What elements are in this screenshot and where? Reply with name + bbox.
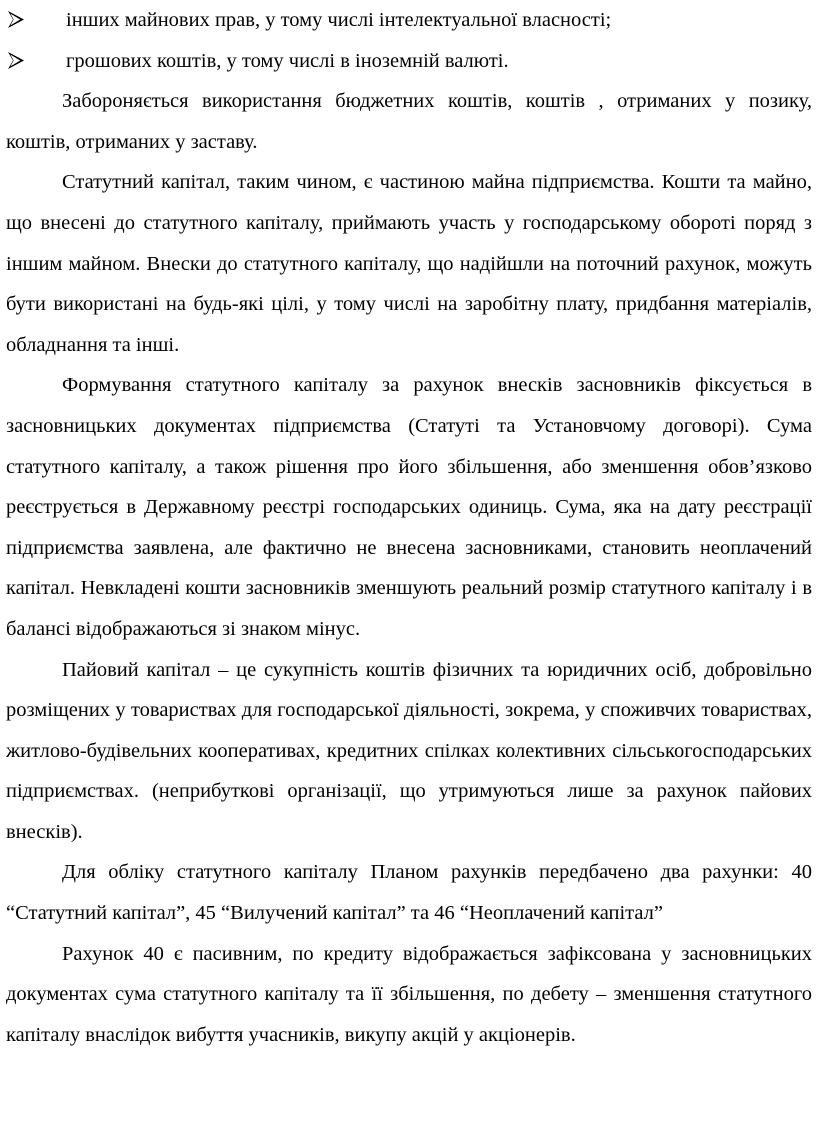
document-page: [6, 0, 812, 1055]
paragraph-share-capital: Пайовий капітал – це сукупність коштів фізичних та юридичних осіб, добровільно розміщених у товариствах для господарської діяльності, зокрема, у споживчих товариствах, житлово-будівельних кооперативах, кредитних спілках колективних сільськогосподарських підприємствах. (неприбуткові організації, що утримуються лише за рахунок пайових внесків).: [6, 658, 812, 843]
arrow-bullet-icon: [6, 0, 26, 40]
bullet-item: [6, 0, 812, 41]
paragraph-statutory-capital: Статутний капітал, таким чином, є частиною майна підприємства. Кошти та майно, що внесені до статутного капіталу, приймають участь у господарському обороті поряд з іншим майном. Внески до статутного капіталу, що надійшли на поточний рахунок, можуть бути використані на будь-які цілі, у тому числі на заробітну плату, придбання матеріалів, обладнання та інші.: [6, 171, 812, 356]
paragraph-account-40: Рахунок 40 є пасивним, по кредиту відображається зафіксована у засновницьких документах сума статутного капіталу та її збільшення, по дебету – зменшення статутного капіталу внаслідок вибуття учасників, викупу акцій у акціонерів.: [6, 942, 812, 1046]
arrow-bullet-icon: [6, 41, 26, 81]
paragraph-chart-of-accounts: Для обліку статутного капіталу Планом рахунків передбачено два рахунки: 40 “Статутний капітал”, 45 “Вилучений капітал” та 46 “Неоплачений капітал”: [6, 861, 812, 925]
paragraph-borrowed-funds: Забороняється використання бюджетних коштів, коштів , отриманих у позику, коштів, отриманих у заставу.: [6, 90, 812, 153]
bullet-item: [6, 41, 812, 82]
paragraph-capital-formation: Формування статутного капіталу за рахунок внесків засновників фіксується в засновницьких документах підприємства (Статуті та Установчому договорі). Сума статутного капіталу, а також рішення про його збільшення, або зменшення обов’язково реєструється в Державному реєстрі господарських одиниць. Сума, яка на дату реєстрації підприємства заявлена, але фактично не внесена засновниками, становить неоплачений капітал. Невкладені кошти засновників зменшують реальний розмір статутного капіталу і в балансі відображаються зі знаком мінус.: [6, 374, 812, 640]
bullet-text: грошових коштів, у тому числі в іноземній валюті.: [66, 49, 509, 72]
bullet-text: інших майнових прав, у тому числі інтелектуальної власності;: [66, 9, 612, 31]
